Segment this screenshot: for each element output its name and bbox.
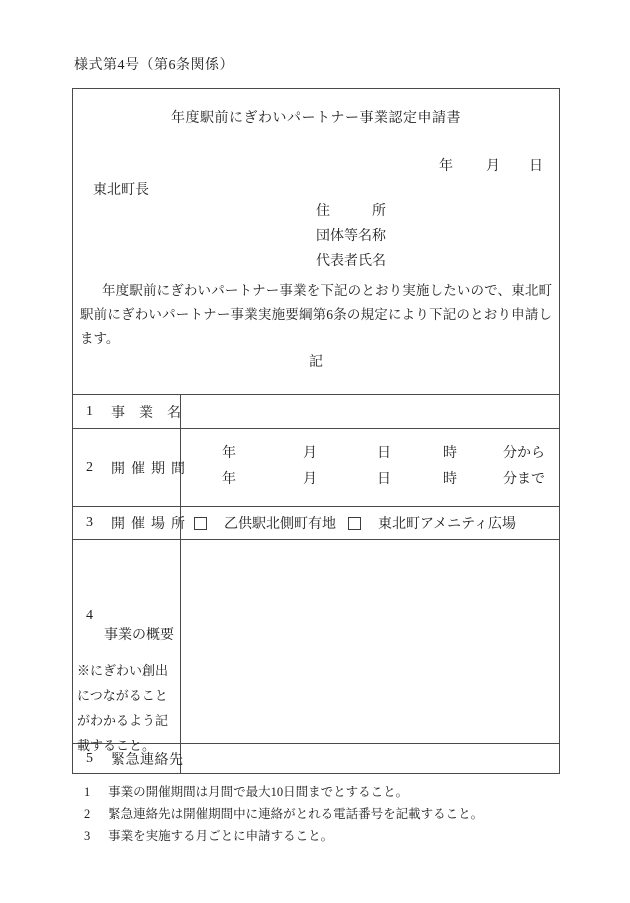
overview-instruction-note: ※にぎわい創出につながることがわかるよう記載すること。 xyxy=(77,663,169,753)
addressee: 東北町長 xyxy=(93,183,149,198)
date-month-label: 月 xyxy=(486,159,500,174)
representative-name-label: 代表者氏名 xyxy=(316,254,386,269)
record-heading: 記 xyxy=(309,355,323,370)
footnote-number: 3 xyxy=(84,829,91,843)
form-title: 年度駅前にぎわいパートナー事業認定申請書 xyxy=(171,111,461,126)
period-label: 開催期間 xyxy=(111,461,191,477)
application-statement: 年度駅前にぎわいパートナー事業を下記のとおり実施したいので、東北町駅前にぎわいパートナー事業実施要綱第6条の規定により下記のとおり申請します。 xyxy=(80,283,552,346)
venue-option-amenity-plaza-label: 東北町アメニティ広場 xyxy=(378,517,517,532)
period-end-minute-label: 分まで xyxy=(503,472,545,487)
period-start-day-label: 日 xyxy=(377,446,391,461)
period-end-month-label: 月 xyxy=(303,472,317,487)
period-input-area[interactable] xyxy=(181,429,559,506)
venue-checkbox-otomo-station[interactable] xyxy=(194,517,207,530)
venue-option-otomo-station-label: 乙供駅北側町有地 xyxy=(224,517,336,532)
project-name-label: 事業名 xyxy=(111,405,195,421)
overview-label: 事業の概要 xyxy=(104,628,174,643)
period-end-year-label: 年 xyxy=(222,472,236,487)
period-start-year-label: 年 xyxy=(222,446,236,461)
row-number: 2 xyxy=(86,459,93,475)
venue-checkbox-amenity-plaza[interactable] xyxy=(348,517,361,530)
period-start-month-label: 月 xyxy=(303,446,317,461)
applicant-block xyxy=(316,199,386,274)
period-end-line xyxy=(181,468,559,494)
footnote-1 xyxy=(84,781,483,803)
period-start-line xyxy=(181,442,559,468)
overview-label-cell xyxy=(73,540,181,753)
emergency-contact-label: 緊急連絡先 xyxy=(111,752,184,768)
venue-label: 開催場所 xyxy=(111,517,191,532)
venue-options xyxy=(181,507,559,539)
footnote-2 xyxy=(84,803,483,825)
row-number: 1 xyxy=(86,403,93,419)
row-number: 4 xyxy=(86,608,93,623)
footnotes xyxy=(84,781,483,847)
emergency-contact-label-cell xyxy=(73,744,184,773)
row-number: 5 xyxy=(86,750,93,766)
table-row-overview xyxy=(73,539,559,753)
period-start-hour-label: 時 xyxy=(443,446,457,461)
table-row-period xyxy=(73,428,559,506)
overview-input-area[interactable] xyxy=(181,540,559,743)
date-day-label: 日 xyxy=(529,159,543,174)
date-line xyxy=(73,155,559,175)
period-end-day-label: 日 xyxy=(377,472,391,487)
project-name-label-cell xyxy=(73,395,195,428)
period-label-cell xyxy=(73,429,191,506)
row-number: 3 xyxy=(86,515,93,530)
project-name-input-area[interactable] xyxy=(181,395,559,428)
table-row-venue xyxy=(73,506,559,539)
table-row-emergency-contact xyxy=(73,743,559,773)
footnote-3 xyxy=(84,825,483,847)
footnote-number: 2 xyxy=(84,807,91,821)
venue-label-cell xyxy=(73,507,191,539)
period-end-hour-label: 時 xyxy=(443,472,457,487)
form-header xyxy=(73,89,559,394)
footnote-text: 事業を実施する月ごとに申請すること。 xyxy=(108,829,334,843)
form-number: 様式第4号（第6条関係） xyxy=(74,58,234,73)
organization-name-label: 団体等名称 xyxy=(316,229,386,244)
date-year-label: 年 xyxy=(439,159,453,174)
footnote-text: 緊急連絡先は開催期間中に連絡がとれる電話番号を記載すること。 xyxy=(108,807,484,821)
emergency-contact-input-area[interactable] xyxy=(181,744,559,773)
table-row-project-name xyxy=(73,394,559,428)
address-label: 住 所 xyxy=(316,204,386,219)
footnote-text: 事業の開催期間は月間で最大10日間までとすること。 xyxy=(108,785,409,799)
footnote-number: 1 xyxy=(84,785,91,799)
form-body-box xyxy=(72,88,560,774)
period-start-minute-label: 分から xyxy=(503,446,545,461)
